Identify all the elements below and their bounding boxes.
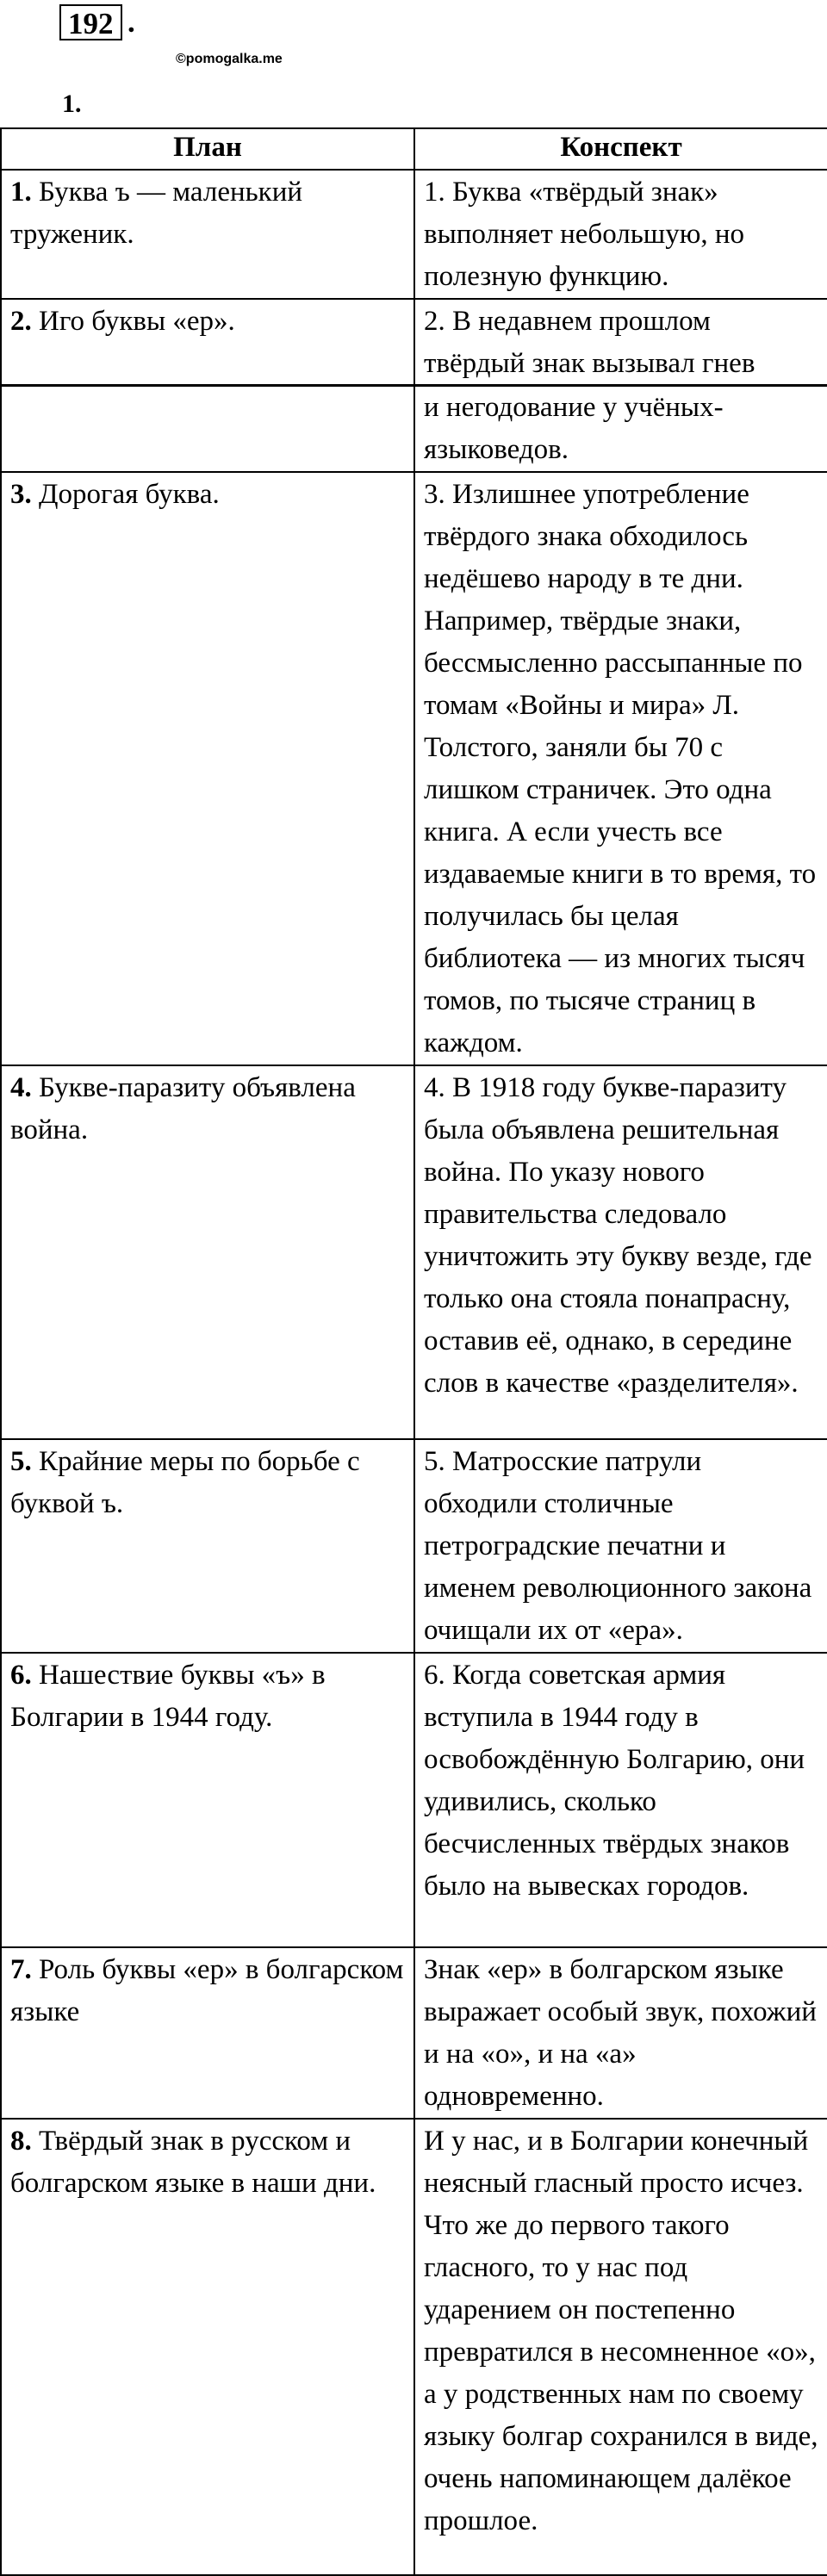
plan-cell [1, 1653, 414, 1947]
table-row [1, 1947, 827, 2119]
task-number-dot: . [127, 5, 135, 39]
header-summary: Конспект [414, 128, 827, 170]
header-plan: План [1, 128, 414, 170]
row-number: 7. [10, 1954, 32, 1985]
summary-cell: и негодование у учёных-языковедов. [414, 385, 827, 472]
summary-cell: Знак «ер» в болгарском языке выражает особый звук, похожий и на «о», и на «а» одновременно. [414, 1947, 827, 2119]
summary-cell: И у нас, и в Болгарии конечный неясный гласный просто исчез. Что же до первого такого гласного, то у нас под ударением он постепенно превратился в несомненное «о», а у родственных нам по своему языку болгар сохранился в виде, очень напоминающем далёкое прошлое. [414, 2119, 827, 2575]
plan-text: Нашествие буквы «ъ» в Болгарии в 1944 году. [10, 1660, 326, 1733]
table-row [1, 170, 827, 299]
plan-text: Дорогая буква. [39, 479, 220, 510]
plan-cell [1, 472, 414, 1065]
table-header-row [1, 128, 827, 170]
plan-cell [1, 1065, 414, 1439]
summary-cell: 1. Буква «твёрдый знак» выполняет небольшую, но полезную функцию. [414, 170, 827, 299]
table-row [1, 385, 827, 472]
table-row [1, 472, 827, 1065]
plan-cell [1, 1439, 414, 1653]
plan-cell [1, 385, 414, 472]
plan-cell [1, 2119, 414, 2575]
plan-text: Иго буквы «ер». [39, 306, 235, 337]
plan-text: Крайние меры по борьбе с буквой ъ. [10, 1446, 360, 1519]
plan-summary-table-continued [0, 384, 827, 1654]
table-row [1, 299, 827, 386]
plan-summary-table-continued-2 [0, 1652, 827, 2576]
row-number: 4. [10, 1072, 32, 1103]
row-number: 5. [10, 1446, 32, 1477]
table-row [1, 1653, 827, 1947]
plan-summary-table [0, 127, 827, 387]
row-number: 2. [10, 306, 32, 337]
table-row [1, 1439, 827, 1653]
plan-cell [1, 1947, 414, 2119]
plan-text: Роль буквы «ер» в болгарском языке [10, 1954, 404, 2027]
row-number: 3. [10, 479, 32, 510]
table-row [1, 2119, 827, 2575]
plan-cell [1, 170, 414, 299]
row-number: 8. [10, 2126, 32, 2157]
summary-cell: 5. Матросские патрули обходили столичные петроградские печатни и именем революционного закона очищали их от «ера». [414, 1439, 827, 1653]
plan-cell [1, 299, 414, 386]
row-number: 6. [10, 1660, 32, 1691]
subtask-number: 1. [62, 90, 82, 118]
task-number: 192 [59, 4, 122, 40]
summary-cell: 4. В 1918 году букве-паразиту была объявлена решительная война. По указу нового правительства следовало уничтожить эту букву везде, где только она стояла понапрасну, оставив её, однако, в середине слов в качестве «разделителя». [414, 1065, 827, 1439]
summary-cell: 6. Когда советская армия вступила в 1944 году в освобождённую Болгарию, они удивились, сколько бесчисленных твёрдых знаков было на вывесках городов. [414, 1653, 827, 1947]
summary-cell: 3. Излишнее употребление твёрдого знака обходилось недёшево народу в те дни. Например, твёрдые знаки, бессмысленно рассыпанные по томам «Войны и мира» Л. Толстого, заняли бы 70 с лишком страничек. Это одна книга. А если учесть все издаваемые книги в то время, то получилась бы целая библиотека — из многих тысяч томов, по тысяче страниц в каждом. [414, 472, 827, 1065]
plan-text: Букве-паразиту объявлена война. [10, 1072, 356, 1145]
plan-text: Твёрдый знак в русском и болгарском языке в наши дни. [10, 2126, 376, 2199]
plan-text: Буква ъ — маленький труженик. [10, 177, 303, 250]
summary-cell: 2. В недавнем прошлом твёрдый знак вызывал гнев [414, 299, 827, 386]
table-row [1, 1065, 827, 1439]
row-number: 1. [10, 177, 32, 208]
watermark: ©pomogalka.me [176, 52, 283, 66]
